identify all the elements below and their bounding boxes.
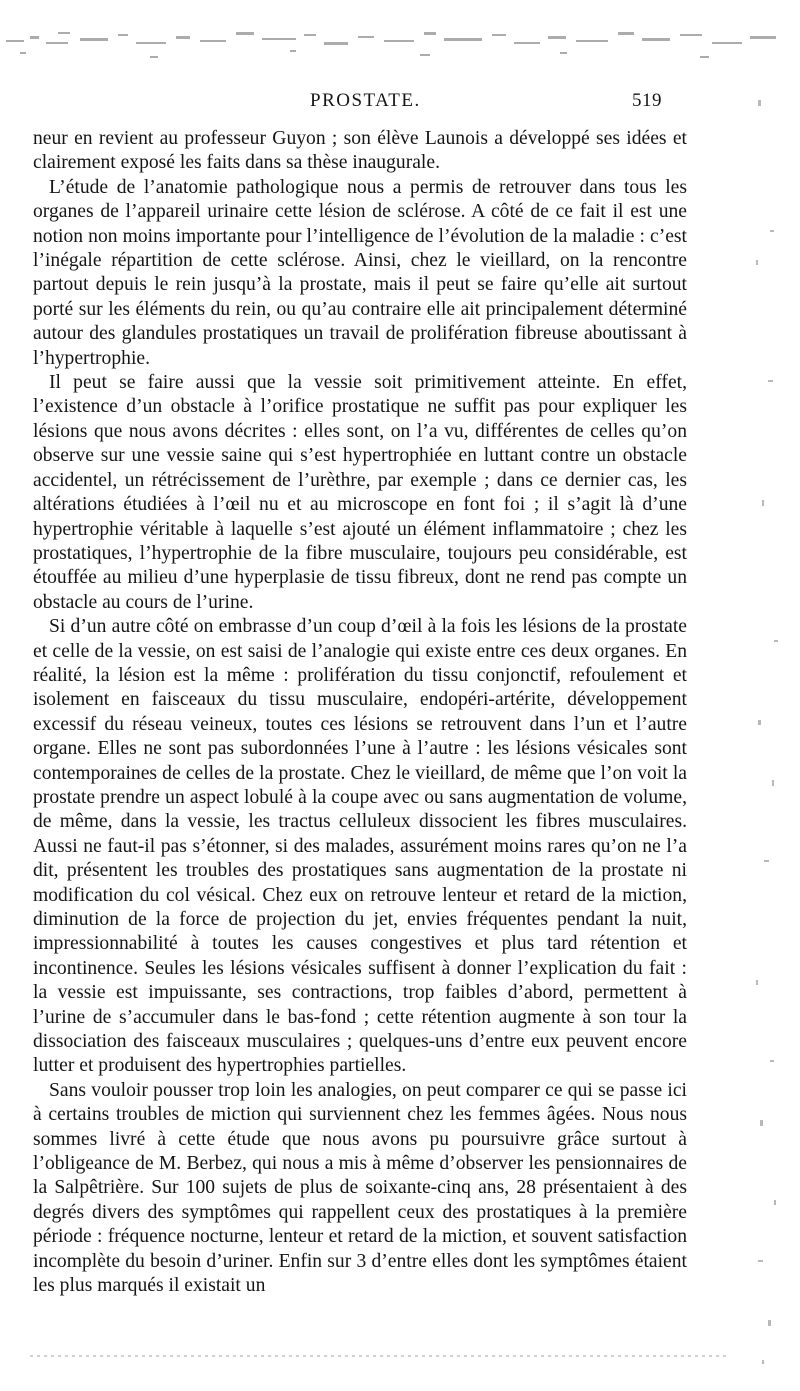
scan-noise-top: [0, 22, 800, 72]
paragraph: neur en revient au professeur Guyon ; son élève Launois a développé ses idées et clairement exposé les faits dans sa thèse inaugurale.: [33, 128, 687, 174]
paragraph: Sans vouloir pousser trop loin les analogies, on peut comparer ce qui se passe ici à certains troubles de miction qui surviennent chez les femmes âgées. Nous nous sommes livré à cette étude que nous avons pu poursuivre grâce surtout à l’obligeance de M. Berbez, qui nous a mis à même d’observer les pensionnaires de la Salpêtrière. Sur 100 sujets de plus de soixante-cinq ans, 28 présentaient à des degrés divers des symptômes qui rappellent ceux des prostatiques à la première période : fréquence nocturne, lenteur et retard de la miction, et souvent satisfaction incomplète du besoin d’uriner. Enfin sur 3 d’entre elles dont les symptômes étaient les plus marqués il existait un: [33, 1079, 687, 1297]
text-column: [33, 127, 687, 1299]
scan-noise-right: [728, 80, 800, 1391]
paragraph: Il peut se faire aussi que la vessie soit primitivement atteinte. En effet, l’existence d’un obstacle à l’orifice prostatique ne suffit pas pour expliquer les lésions que nous avons décrites : elles sont, on l’a vu, différentes de celles qu’on observe sur une vessie saine qui s’est hypertrophiée en luttant contre un obstacle accidentel, un rétrécissement de l’urèthre, par exemple ; dans ce dernier cas, les altérations étudiées à l’œil nu et au microscope en font foi ; il s’agit là d’une hypertrophie véritable à laquelle s’est ajouté un élément inflammatoire ; chez les prostatiques, l’hypertrophie de la fibre musculaire, toujours peu considérable, est étouffée au milieu d’une hyperplasie de tissu fibreux, dont ne rend pas compte un obstacle au cours de l’urine.: [33, 372, 687, 613]
paragraph: L’étude de l’anatomie pathologique nous a permis de retrouver dans tous les organes de l’appareil urinaire cette lésion de sclérose. A côté de ce fait il est une notion non moins importante pour l’intelligence de l’évolution de la maladie : c’est l’inégale répartition de cette sclérose. Ainsi, chez le vieillard, on la rencontre partout depuis le rein jusqu’à la prostate, mais il peut se faire qu’elle ait surtout porté sur les éléments du rein, ou qu’au contraire elle ait principalement déterminé autour des glandules prostatiques un travail de prolifération fibreuse aboutissant à l’hypertrophie.: [33, 176, 687, 369]
running-title: PROSTATE.: [310, 90, 421, 111]
scan-noise-bottom: [30, 1352, 730, 1360]
running-head: [0, 88, 800, 118]
page-number: 519: [632, 90, 662, 111]
paragraph: Si d’un autre côté on embrasse d’un coup d’œil à la fois les lésions de la prostate et celle de la vessie, on est saisi de l’analogie qui existe entre ces deux organes. En réalité, la lésion est la même : prolifération du tissu conjonctif, refoulement et isolement en faisceaux du tissu musculaire, endopéri-artérite, développement excessif du réseau veineux, toutes ces lésions se retrouvent dans l’un et l’autre organe. Elles ne sont pas subordonnées l’une à l’autre : les lésions vésicales sont contemporaines de celles de la prostate. Chez le vieillard, de même que l’on voit la prostate prendre un aspect lobulé à la coupe avec ou sans augmentation de volume, de même, dans la vessie, les tractus celluleux dissocient les fibres musculaires. Aussi ne faut-il pas s’étonner, si des malades, assurément moins rares qu’on ne l’a dit, présentent les troubles des prostatiques sans augmentation de la prostate ni modification du col vésical. Chez eux on retrouve lenteur et retard de la miction, diminution de la force de projection du jet, envies fréquentes pendant la nuit, impressionnabilité à toutes les causes congestives et plus tard rétention et incontinence. Seules les lésions vésicales suffisent à donner l’explication du fait : la vessie est impuissante, ses contractions, trop faibles d’abord, permettent à l’urine de s’accumuler dans le bas-fond ; cette rétention augmente à son tour la dissociation des faisceaux musculaires ; quelques-uns d’entre eux peuvent encore lutter et produisent des hypertrophies partielles.: [33, 616, 687, 1077]
